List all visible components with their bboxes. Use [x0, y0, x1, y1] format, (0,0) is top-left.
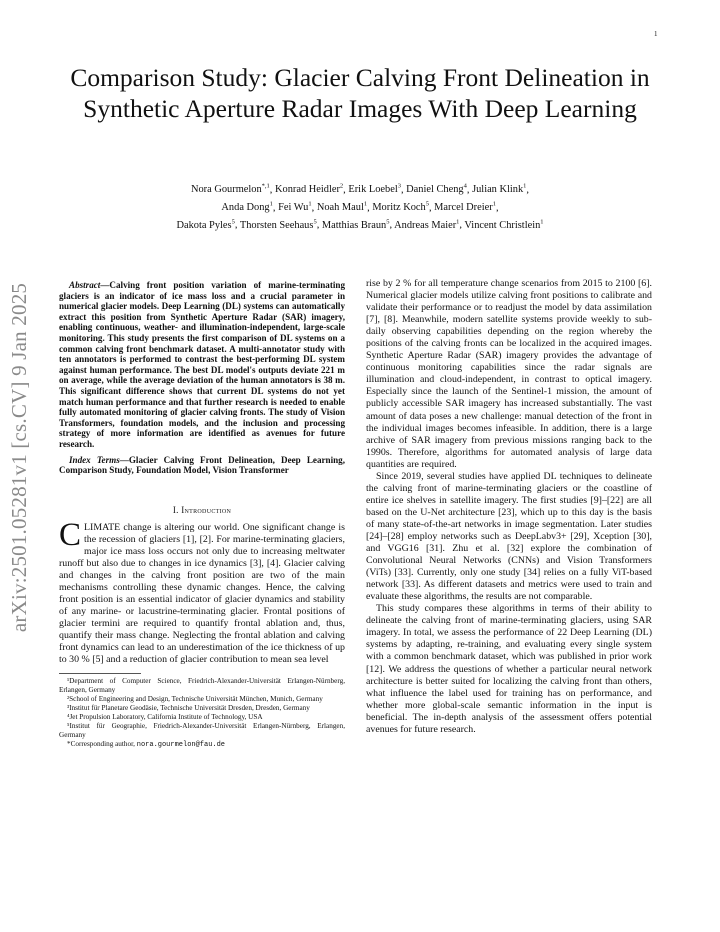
author-affiliation-mark: *,1 [261, 183, 270, 190]
footnote-affiliation-5: ⁵Institut für Geographie, Friedrich-Alexander-Universität Erlangen-Nürnberg, Erlangen, Germany [59, 722, 345, 740]
footnote-divider [59, 673, 141, 674]
author [317, 202, 367, 213]
author-affiliation-mark: 1 [492, 200, 496, 208]
abstract: Abstract—Calving front position variation of marine-terminating glaciers is an indicator of ice mass loss and a crucial parameter in numerical glacier models. Deep Learning (DL) systems can automatically extract this position from Synthetic Aperture Radar (SAR) imagery, enabling continuous, weather- and illumination-independent, large-scale monitoring. This study presents the first comparison of DL systems on a common calving front benchmark dataset. A multi-annotator study with ten annotators is performed to contrast the best-performing DL system against human performance. The best DL model's outputs deviate 221 m on average, while the average deviation of the human annotators is 38 m. This significant difference shows that current DL systems do not yet match human performance and that further research is needed to enable fully automated monitoring of glacier calving fronts. The study of Vision Transformers, foundation models, and the inclusion and processing strategy of more information are identified as avenues for future research. [59, 280, 345, 449]
intro-paragraph-1 [59, 516, 345, 667]
author-affiliation-mark: 1 [308, 200, 312, 208]
author-affiliation-mark: 5 [231, 218, 235, 226]
author-name: Erik Loebel [348, 184, 398, 196]
author [372, 202, 429, 213]
section-heading-introduction: I. Introduction [172, 504, 232, 515]
arxiv-stamp-text: arXiv:2501.05281v1 [cs.CV] 9 Jan 2025 [7, 282, 32, 632]
author-name: Anda Dong [221, 202, 270, 214]
abstract-text: Calving front position variation of marine-terminating glaciers is an indicator of ice mass loss and a crucial parameter in numerical glacier models. Deep Learning (DL) systems can automatically extract this position from Synthetic Aperture Radar (SAR) imagery, enabling continuous, weather- and illumination-independent, large-scale monitoring. This study presents the first comparison of DL systems on a common calving front benchmark dataset. A multi-annotator study with ten annotators is performed to contrast the best-performing DL system against human performance. The best DL model's outputs deviate 221 m on average, while the average deviation of the human annotators is 38 m. This significant difference shows that current DL systems do not yet match human performance and that further research is needed to enable fully automated monitoring of glacier calving fronts. The study of Vision Transformers, foundation models, and the inclusion and processing strategy of more information are identified as avenues for future research. [59, 280, 345, 449]
author [348, 184, 401, 195]
author-affiliation-mark: 3 [397, 183, 401, 190]
intro-paragraph-2: Since 2019, several studies have applied DL techniques to delineate the calving front of marine-terminating glaciers or the coastline of entire ice shelves in satellite imagery. The first studies [9]–[22] are all based on the U-Net architecture [23], which up to this day is the basis of many state-of-the-art networks in image segmentation. Later studies [24]–[28] employ networks such as DeepLabv3+ [29], Xception [30], and VGG16 [31]. Zhu et al. [32] explore the combination of Convolutional Neural Networks (CNNs) and Vision Transformers (ViTs) [33]. Currently, only one study [34] relies on a fully ViT-based network [33]. As different datasets and metrics were used to train and evaluate these algorithms, the results are not comparable. [366, 470, 652, 603]
author-name: Matthias Braun [321, 219, 387, 231]
footnote-corresponding-author [59, 740, 345, 750]
author-name: Moritz Koch [372, 202, 426, 214]
footnote-affiliation-3: ³Institut für Planetare Geodäsie, Technische Universität Dresden, Dresden, Germany [67, 704, 310, 713]
right-column [366, 278, 652, 736]
author-affiliation-mark: 5 [425, 200, 429, 208]
corresponding-label: *Corresponding author, [67, 740, 135, 749]
author-name: Andreas Maier [394, 219, 457, 231]
author-name: Marcel Dreier [434, 202, 493, 214]
author-affiliation-mark: 2 [339, 183, 344, 190]
dropcap-letter: C [59, 516, 82, 553]
author [472, 184, 526, 195]
author-name: Thorsten Seehaus [239, 219, 314, 231]
author-name: Julian Klink [472, 184, 524, 196]
author-name: Fei Wu [278, 202, 309, 214]
paper-title: Comparison Study: Glacier Calving Front Delineation in Synthetic Aperture Radar Images With Deep Learning [70, 63, 650, 123]
author [240, 220, 317, 231]
author [434, 202, 496, 213]
author-name: Nora Gourmelon [190, 184, 262, 196]
author-affiliation-mark: 4 [463, 183, 467, 190]
abstract-label: Abstract [69, 280, 101, 290]
author [278, 202, 312, 213]
index-terms-label: Index Terms [69, 454, 120, 465]
intro-paragraph-1-continued: rise by 2 % for all temperature change scenarios from 2015 to 2100 [6]. Numerical glacier models utilize calving front positions to calibrate and validate their performance or to readjust the model by data assimilation [7], [8]. Meanwhile, modern satellite systems provide weekly to sub-daily observing capabilities depending on the region whereby the positions of the calving fronts can be localized in the acquired images. Synthetic Aperture Radar (SAR) imagery provides the advantage of continuous monitoring capabilities since the radar signals are illumination and cloud-independent, in contrast to optical imagery. Especially since the launch of the Sentinel-1 mission, the amount of publicly accessible SAR imagery has increased substantially. The vast amount of data poses a new challenge: manual detection of the front in the individual images becomes infeasible. In addition, there is a large archive of SAR imagery from previous missions ranging back to the 1990s. Therefore, algorithms for automated analysis of large data quantities are required. [366, 278, 652, 470]
author-affiliation-mark: 1 [269, 200, 273, 208]
author [221, 202, 272, 213]
arxiv-stamp [2, 258, 38, 656]
author-affiliation-mark: 5 [313, 218, 317, 226]
author [191, 184, 270, 195]
index-terms-text: Glacier Calving Front Delineation, Deep Learning, Comparison Study, Foundation Model, Vision Transformer [59, 454, 345, 476]
footnote-affiliation-1: ¹Department of Computer Science, Friedrich-Alexander-Universität Erlangen-Nürnberg, Erlangen, Germany [59, 677, 345, 695]
author-affiliation-mark: 1 [523, 183, 527, 190]
corresponding-email: nora.gourmelon@fau.de [136, 741, 225, 750]
author [275, 184, 343, 195]
author-name: Konrad Heidler [275, 184, 340, 196]
author [464, 220, 543, 231]
author-affiliation-mark: 1 [363, 200, 368, 208]
author [176, 220, 234, 231]
author-name: Vincent Christlein [464, 219, 541, 231]
intro-paragraph-1-text: LIMATE change is altering our world. One significant change is the recession of glaciers [1], [2]. For marine-terminating glaciers, major ice mass loss occurs not only due to increasing meltwater runoff but also due to changes in ice dynamics [3], [4]. Glacier calving and changes in the calving front position are two of the main mechanisms controlling these dynamic changes. Hence, the calving front position is an essential indicator of glacier dynamics and stability of any marine- or lacustrine-terminating glacier. Frontal positions of glacier termini are required to quantify frontal ablation and, thus, quantify their mass change. Neglecting the frontal ablation and calving front dynamics can lead to an underestimation of the ice thickness of up to 30 % [5] and a reduction of glacier contribution to mean sea level [59, 521, 345, 666]
author-name: Daniel Cheng [406, 184, 464, 196]
author-affiliation-mark: 1 [456, 218, 460, 226]
author-name: Dakota Pyles [176, 219, 232, 231]
footnote-affiliation-2: ²School of Engineering and Design, Technische Universität München, Munich, Germany [67, 695, 323, 704]
author [406, 184, 467, 195]
left-column [59, 280, 345, 750]
footnotes [59, 677, 345, 750]
intro-paragraph-3: This study compares these algorithms in terms of their ability to delineate the calving front of marine-terminating glaciers, using SAR imagery. In total, we assess the performance of 22 Deep Learning (DL) systems by adapting, re-training, and evaluating every single system with a common benchmark dataset, which was published in prior work [12]. We address the questions of whether a particular neural network architecture is better suited for localizing the calving front than others, what influence the label used for training has on performance, and whether more global-scale semantic information in the input is beneficial. The in-depth analysis of the assessment offers potential avenues for future research. [366, 603, 652, 735]
footnote-affiliation-4: ⁴Jet Propulsion Laboratory, California Institute of Technology, USA [67, 713, 263, 722]
author-name: Noah Maul [316, 202, 364, 214]
author [394, 220, 459, 231]
author-list: Nora Gourmelon$^{*,1}$, Konrad Heidler$^2$, Erik Loebel$^3$, Daniel Cheng$^4$, Julian Klink$^1$, Anda Dong$^1$, Fei Wu$^1$, Noah Maul$^1$, Moritz Koch$^5$, Marcel Dreier$^1$, Dakota Pyles$^5$, Thorsten Seehaus$^5$, Matthias Braun$^5$, Andreas Maier$^1$, Vincent Christlein$^1$ [176, 183, 544, 231]
author-affiliation-mark: 5 [386, 218, 390, 226]
index-terms: Index Terms—Glacier Calving Front Delineation, Deep Learning, Comparison Study, Foundation Model, Vision Transformer [59, 454, 345, 476]
author [322, 220, 390, 231]
author-affiliation-mark: 1 [540, 218, 544, 226]
page-number: 1 [654, 30, 658, 38]
